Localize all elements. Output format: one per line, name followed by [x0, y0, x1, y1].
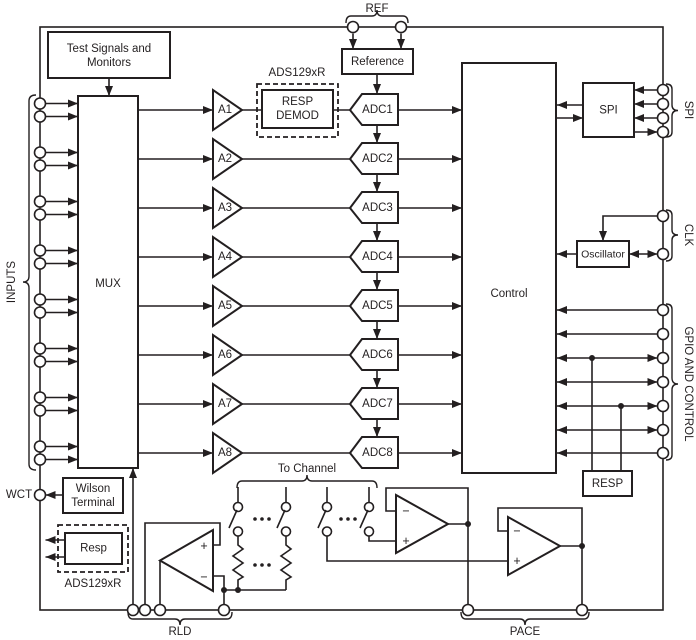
resp-small-label: Resp: [80, 542, 107, 555]
minus-sign: −: [513, 524, 521, 538]
wilson-line2: Terminal: [71, 497, 115, 509]
amp-label: A3: [217, 202, 233, 214]
adcs: [350, 94, 398, 468]
adc-label: ADC3: [362, 202, 393, 214]
junction-dot: [579, 543, 585, 549]
spi-pin: [658, 127, 669, 138]
to-channel-label: To Channel: [277, 463, 337, 475]
rld-pin: [140, 605, 151, 616]
resp-demod-line1: RESP: [281, 96, 314, 108]
adc-label: ADC2: [362, 153, 393, 165]
spi-pin: [658, 99, 669, 110]
control-label: Control: [490, 288, 528, 300]
gpio-pin: [658, 329, 669, 340]
amp-label: A5: [217, 300, 233, 312]
resistor: [281, 536, 291, 590]
to-channel-brace: [237, 475, 377, 488]
rld-pin: [128, 605, 139, 616]
spi-side-label: SPI: [682, 100, 694, 120]
oscillator-label: Oscillator: [581, 248, 625, 261]
pace-pin: [577, 605, 588, 616]
adc-label: ADC6: [362, 349, 393, 361]
junction-dot: [589, 355, 595, 361]
junction-dot: [618, 403, 624, 409]
adc-label: ADC1: [362, 104, 393, 116]
ref-pin: [348, 22, 359, 33]
amp-label: A2: [217, 153, 233, 165]
adc-label: ADC4: [362, 251, 393, 263]
rld-label: RLD: [168, 626, 192, 638]
channel-wires: [138, 110, 462, 453]
ref-brace: [346, 10, 408, 23]
resistor: [233, 536, 243, 590]
junction-dot: [221, 587, 227, 593]
clk-section: [557, 210, 694, 267]
test-signals-line1: Test Signals and: [66, 43, 152, 55]
test-signals-section: [48, 32, 170, 96]
gpio-pin: [658, 425, 669, 436]
amp-label: A7: [217, 398, 233, 410]
rld-pin: [219, 605, 230, 616]
wct-label: WCT: [5, 489, 33, 501]
plus-sign: +: [402, 534, 410, 548]
minus-sign: −: [402, 504, 410, 518]
pace-pin: [463, 605, 474, 616]
adc-label: ADC7: [362, 398, 393, 410]
pace-section: [386, 488, 585, 605]
spi-box-label: SPI: [599, 104, 618, 117]
rld-pin: [155, 605, 166, 616]
gpio-pin: [658, 401, 669, 412]
switch-network: [229, 463, 508, 590]
wct-section: [6, 478, 128, 590]
ads129xr-label: ADS129xR: [64, 578, 122, 590]
ref-label: REF: [365, 3, 389, 15]
clk-side-label: CLK: [682, 223, 694, 247]
inputs-label: INPUTS: [6, 260, 18, 304]
test-signals-line2: Monitors: [86, 57, 132, 69]
clk-pin: [658, 249, 669, 260]
rld-section: [133, 468, 286, 605]
minus-sign: −: [200, 570, 208, 584]
gpio-pin: [658, 377, 669, 388]
spi-section: [557, 83, 694, 138]
gpio-pin: [658, 353, 669, 364]
amp-label: A6: [217, 349, 233, 361]
resp-demod-section: [257, 67, 338, 137]
pace-brace: [461, 612, 589, 625]
amp-label: A8: [217, 447, 233, 459]
gpio-pin: [658, 448, 669, 459]
plus-sign: +: [513, 554, 521, 568]
spi-pin: [658, 113, 669, 124]
input-ports: [35, 98, 79, 465]
amp-label: A1: [217, 104, 233, 116]
resp-demod-line2: DEMOD: [276, 110, 319, 122]
gpio-side-label: GPIO AND CONTROL: [682, 326, 694, 442]
adc-label: ADC5: [362, 300, 393, 312]
amp-label: A4: [217, 251, 233, 263]
wct-pin: [35, 490, 46, 501]
clk-pin: [658, 211, 669, 222]
resp-box-label: RESP: [591, 478, 624, 490]
control-box: [462, 63, 556, 473]
spi-pin: [658, 85, 669, 96]
ads129xr-label: ADS129xR: [268, 67, 326, 79]
gpio-pin: [658, 305, 669, 316]
mux-label: MUX: [95, 278, 121, 290]
amplifiers: [213, 90, 242, 473]
ref-section: [342, 3, 413, 94]
ref-pin: [396, 22, 407, 33]
wilson-line1: Wilson: [75, 483, 111, 495]
junction-dot: [465, 521, 471, 527]
gpio-section: [557, 304, 694, 496]
test-signals-box: [48, 32, 170, 78]
reference-label: Reference: [350, 56, 405, 68]
pace-label: PACE: [509, 626, 541, 638]
plus-sign: +: [200, 539, 208, 553]
adc-label: ADC8: [362, 447, 393, 459]
